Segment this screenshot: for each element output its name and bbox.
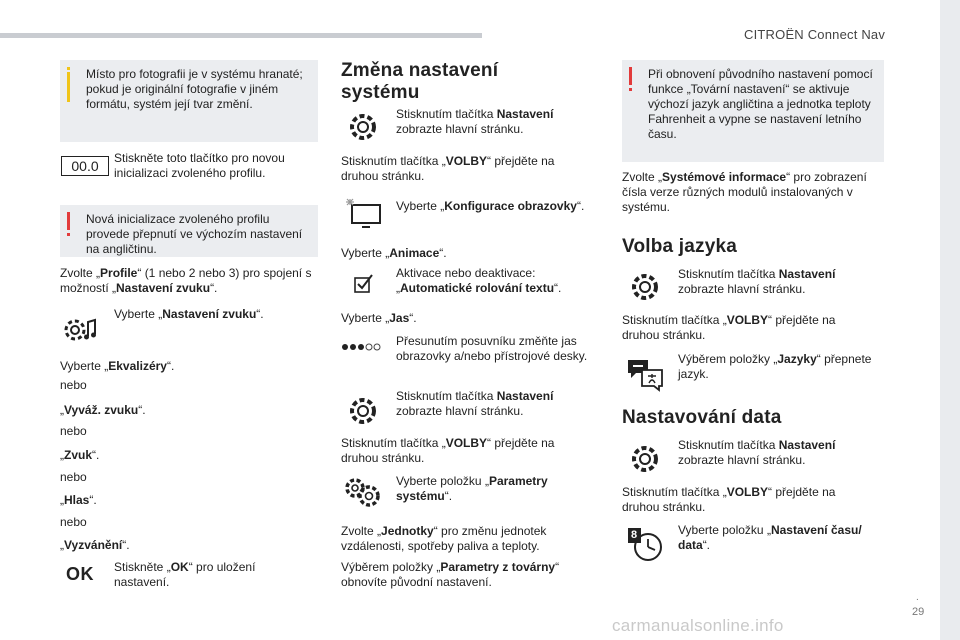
step-display-config: Vyberte „Konfigurace obrazovky“.: [396, 199, 585, 213]
step-brightness: Vyberte „Jas“.: [341, 311, 417, 325]
reset-profile-text: Stiskněte toto tlačítko pro novou inicializaci zvoleného profilu.: [114, 151, 285, 180]
header-bar: [0, 33, 482, 38]
step-units: Zvolte „Jednotky“ pro změnu jednotek vzdálenosti, spotřeby paliva a teploty.: [341, 524, 547, 553]
step-auto-scroll: Aktivace nebo deaktivace: „Automatické rolování textu“.: [396, 266, 562, 295]
lang-step-select: Výběrem položky „Jazyky“ přepnete jazyk.: [678, 352, 872, 381]
step-settings-main: Stisknutím tlačítka Nastavení zobrazte hlavní stránku.: [396, 107, 554, 136]
heading-date: Nastavování data: [622, 407, 782, 428]
or-text: nebo: [60, 470, 87, 484]
step-options: Stisknutím tlačítka „VOLBY“ přejděte na druhou stránku.: [341, 154, 555, 183]
reset-profile-button[interactable]: 00.0: [61, 156, 109, 176]
display-config-icon: [344, 197, 384, 231]
warning-marker-icon: [67, 212, 70, 230]
date-step-options: Stisknutím tlačítka „VOLBY“ přejděte na druhou stránku.: [622, 485, 836, 514]
watermark: carmanualsonline.info: [612, 616, 784, 635]
page-dot: .: [916, 592, 919, 603]
language-speech-icon: [624, 356, 666, 392]
or-text: nebo: [60, 424, 87, 438]
or-text: nebo: [60, 378, 87, 392]
settings-gear-icon: [628, 442, 662, 476]
balance-text: „Vyváž. zvuku“.: [60, 403, 146, 417]
info-marker-icon: [67, 72, 70, 102]
equalizer-text: Vyberte „Ekvalizéry“.: [60, 359, 175, 373]
ok-save-text: Stiskněte „OK“ pro uložení nastavení.: [114, 560, 256, 589]
ringtone-text: „Vyzvánění“.: [60, 538, 130, 552]
settings-gear-icon: [628, 270, 662, 304]
sound-settings-icon: [60, 312, 100, 348]
checkbox-checked-icon: [353, 272, 375, 294]
info-note-photo: Místo pro fotografii je v systému hranaté; pokud je originální fotografie v jiném formátu, systém její tvar změní.: [60, 60, 318, 142]
warning-marker-icon: [629, 67, 632, 85]
date-step-settings: Stisknutím tlačítka Nastavení zobrazte hlavní stránku.: [678, 438, 836, 467]
page-number: 29: [912, 606, 925, 618]
heading-system-settings: Změna nastavení systému: [341, 60, 499, 103]
step-slider: Přesunutím posuvníku změňte jas obrazovky a/nebo přístrojové desky.: [396, 334, 588, 363]
date-step-select: Vyberte položku „Nastavení času/ data“.: [678, 523, 862, 552]
step-system-params: Vyberte položku „Parametry systému“.: [396, 474, 548, 503]
hlas-text: „Hlas“.: [60, 493, 97, 507]
brightness-slider-icon: [341, 340, 381, 354]
header-title: CITROËN Connect Nav: [744, 27, 886, 42]
side-strip: [940, 0, 960, 640]
lang-step-settings: Stisknutím tlačítka Nastavení zobrazte hlavní stránku.: [678, 267, 836, 296]
step-system-info: Zvolte „Systémové informace“ pro zobrazení čísla verze různých modulů instalovaných v systému.: [622, 170, 867, 214]
system-parameters-icon: [342, 474, 384, 510]
ok-button[interactable]: OK: [66, 564, 94, 584]
step-factory-reset: Výběrem položky „Parametry z továrny“ obnovíte původní nastavení.: [341, 560, 560, 589]
zvuk-text: „Zvuk“.: [60, 448, 100, 462]
lang-step-options: Stisknutím tlačítka „VOLBY“ přejděte na druhou stránku.: [622, 313, 836, 342]
settings-gear-icon: [346, 110, 380, 144]
heading-language: Volba jazyka: [622, 236, 738, 257]
settings-gear-icon: [346, 394, 380, 428]
clock-date-icon: [626, 526, 666, 564]
step-options-2: Stisknutím tlačítka „VOLBY“ přejděte na druhou stránku.: [341, 436, 555, 465]
step-animation: Vyberte „Animace“.: [341, 246, 447, 260]
date-badge: 8: [631, 529, 638, 541]
step-settings-main-2: Stisknutím tlačítka Nastavení zobrazte hlavní stránku.: [396, 389, 554, 418]
warning-note-factory: Při obnovení původního nastavení pomocí funkce „Tovární nastavení“ se aktivuje výchozí jazyk angličtina a jednotka teploty Fahrenheit a vypne se nastavení letního času.: [622, 60, 884, 162]
sound-settings-text: Vyberte „Nastavení zvuku“.: [114, 307, 264, 321]
or-text: nebo: [60, 515, 87, 529]
choose-profile-text: Zvolte „Profile“ (1 nebo 2 nebo 3) pro spojení s možností „Nastavení zvuku“.: [60, 266, 312, 295]
warning-note-reset: Nová inicializace zvoleného profilu provede přepnutí ve výchozím nastavení na angličtinu.: [60, 205, 318, 257]
